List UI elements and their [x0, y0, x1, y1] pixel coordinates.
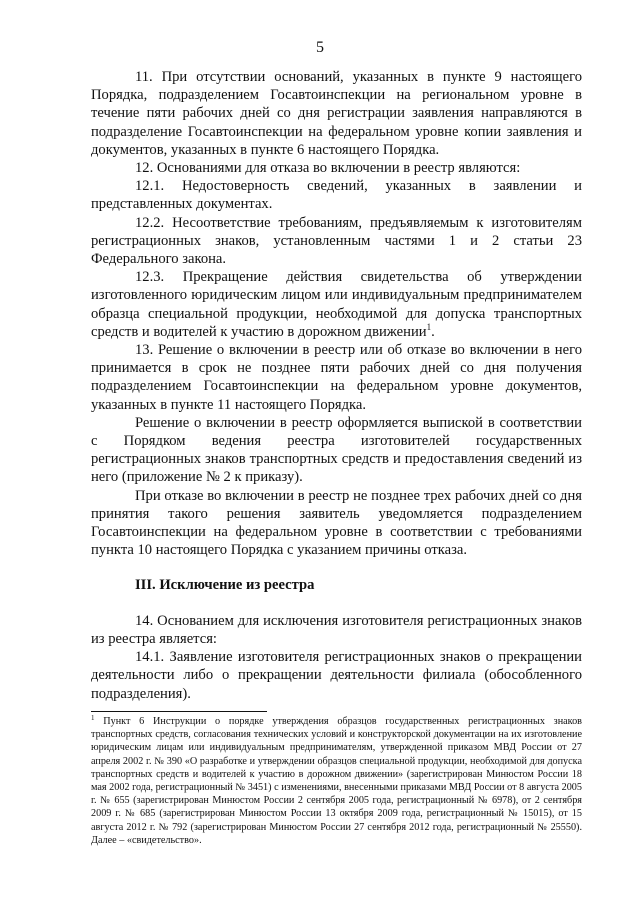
- footnote: [91, 715, 582, 847]
- paragraph-12: 12. Основаниями для отказа во включении в реестр являются:: [135, 160, 521, 177]
- paragraph-13: 13. Решение о включении в реестр или об отказе во включении в него принимается в срок не позднее пяти рабочих дней со дня получения подразделением Госавтоинспекции на федеральном уровне документов, указанных в пункте 11 настоящего Порядка.: [91, 342, 582, 413]
- paragraph-13-decision: Решение о включении в реестр оформляется выпиской в соответствии с Порядком ведения реестра изготовителей государственных регистрационных знаков транспортных средств и предоставления сведений из него (приложение № 2 к приказу).: [91, 414, 582, 486]
- footnote-text: Пункт 6 Инструкции о порядке утверждения образцов государственных регистрационных знаков транспортных средств, согласования технических условий и конструкторской документации на их изготовление юридическим лицам или индивидуальным предпринимателям, утвержденной приказом МВД России от 27 апреля 2002 г. № 390 «О разработке и утверждении образцов специальной продукции, необходимой для допуска транспортных средств и водителей к участию в дорожном движении» (зарегистрирован Минюстом России 18 мая 2002 года, регистрационный № 3451) с изменениями, внесенными приказами МВД России от 8 августа 2005 г. № 655 (зарегистрирован Минюстом России 2 сентября 2005 года, регистрационный № 6978), от 2 сентября 2009 г. № 685 (зарегистрирован Минюстом России 13 октября 2009 года, регистрационный № 15015), от 15 августа 2012 г. № 792 (зарегистрирован Минюстом России 27 сентября 2012 года, регистрационный № 25550). Далее – «свидетельство».: [91, 716, 582, 846]
- paragraph-11: 11. При отсутствии оснований, указанных в пункте 9 настоящего Порядка, подразделением Госавтоинспекции на региональном уровне в течение пяти рабочих дней со дня регистрации заявления направляются в подразделение Госавтоинспекции на федеральном уровне копии заявления и документов, указанных в пункте 6 настоящего Порядка.: [91, 69, 582, 158]
- paragraph-12-3-text: 12.3. Прекращение действия свидетельства об утверждении изготовленного юридическим лицом или индивидуальным предпринимателем образца специальной продукции, необходимой для допуска транспортных средств и водителей к участию в дорожном движении: [91, 269, 582, 340]
- section-heading: III. Исключение из реестра: [135, 577, 315, 594]
- paragraph-13-refusal: При отказе во включении в реестр не позднее трех рабочих дней со дня принятия такого решения заявитель уведомляется подразделением Госавтоинспекции на федеральном уровне в соответствии с требованиями пункта 10 настоящего Порядка с указанием причины отказа.: [91, 487, 582, 559]
- footnote-mark: 1: [91, 714, 95, 722]
- paragraph-12-3: [91, 268, 582, 341]
- footnote-divider: [91, 711, 267, 712]
- paragraph-14: 14. Основанием для исключения изготовителя регистрационных знаков из реестра является:: [91, 612, 582, 647]
- footnote-reference[interactable]: 1: [426, 321, 432, 332]
- paragraph-12-3-end: .: [431, 323, 435, 340]
- paragraph-12-2: 12.2. Несоответствие требованиям, предъявляемым к изготовителям регистрационных знаков, установленным частями 1 и 2 статьи 23 Федерального закона.: [91, 214, 582, 268]
- page-number: 5: [316, 39, 324, 56]
- paragraph-14-1: 14.1. Заявление изготовителя регистрационных знаков о прекращении деятельности либо о прекращении деятельности филиала (обособленного подразделения).: [91, 649, 582, 702]
- document-body: [91, 68, 582, 703]
- paragraph-12-1: 12.1. Недостоверность сведений, указанных в заявлении и представленных документах.: [91, 178, 582, 213]
